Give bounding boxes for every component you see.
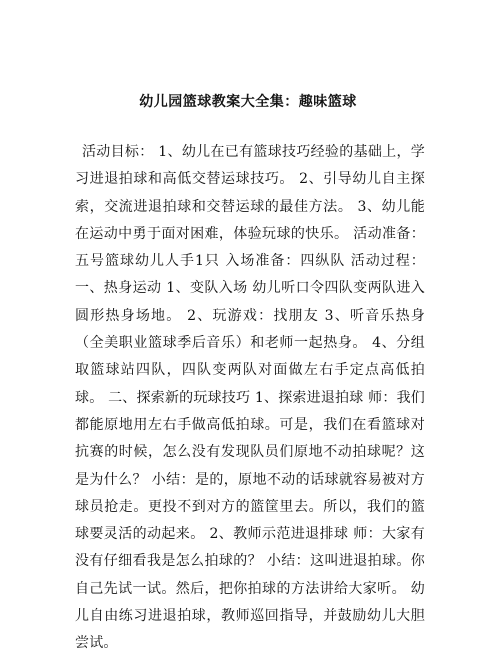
document-title: 幼儿园篮球教案大全集：趣味篮球 — [139, 94, 357, 110]
document-body: 活动目标： 1、幼儿在已有篮球技巧经验的基础上，学习进退拍球和高低交替运球技巧。 2、引导幼儿自主探索，交流进退拍球和交替运球的最佳方法。 3、幼儿能在运动中勇于面对困难，体验玩球的快乐。 活动准备：五号篮球幼儿人手1只 入场准备：四纵队 活动过程：一、热身运动 1、变队入场 幼儿听口令四队变两队进入圆形热身场地。 2、玩游戏：找朋友 3、听音乐热身（全美职业篮球季后音乐）和老师一起热身。 4、分组取篮球站四队，四队变两队对面做左右手定点高低拍球。 二、探索新的玩球技巧 1、探索进退拍球 师：我们都能原地用左右手做高低拍球。可是，我们在看篮球对抗赛的时候，怎么没有发现队员们原地不动拍球呢？这是为什么？ 小结：是的，原地不动的话球就容易被对方球员抢走。更投不到对方的篮筐里去。所以，我们的篮球要灵活的动起来。 2、教师示范进退排球 师：大家有没有仔细看我是怎么拍球的？ 小结：这叫进退拍球。你自己先试一试。然后，把你拍球的方法讲给大家听。 幼儿自由练习进退拍球，教师巡回指导，并鼓励幼儿大胆尝试。 — [75, 144, 425, 652]
